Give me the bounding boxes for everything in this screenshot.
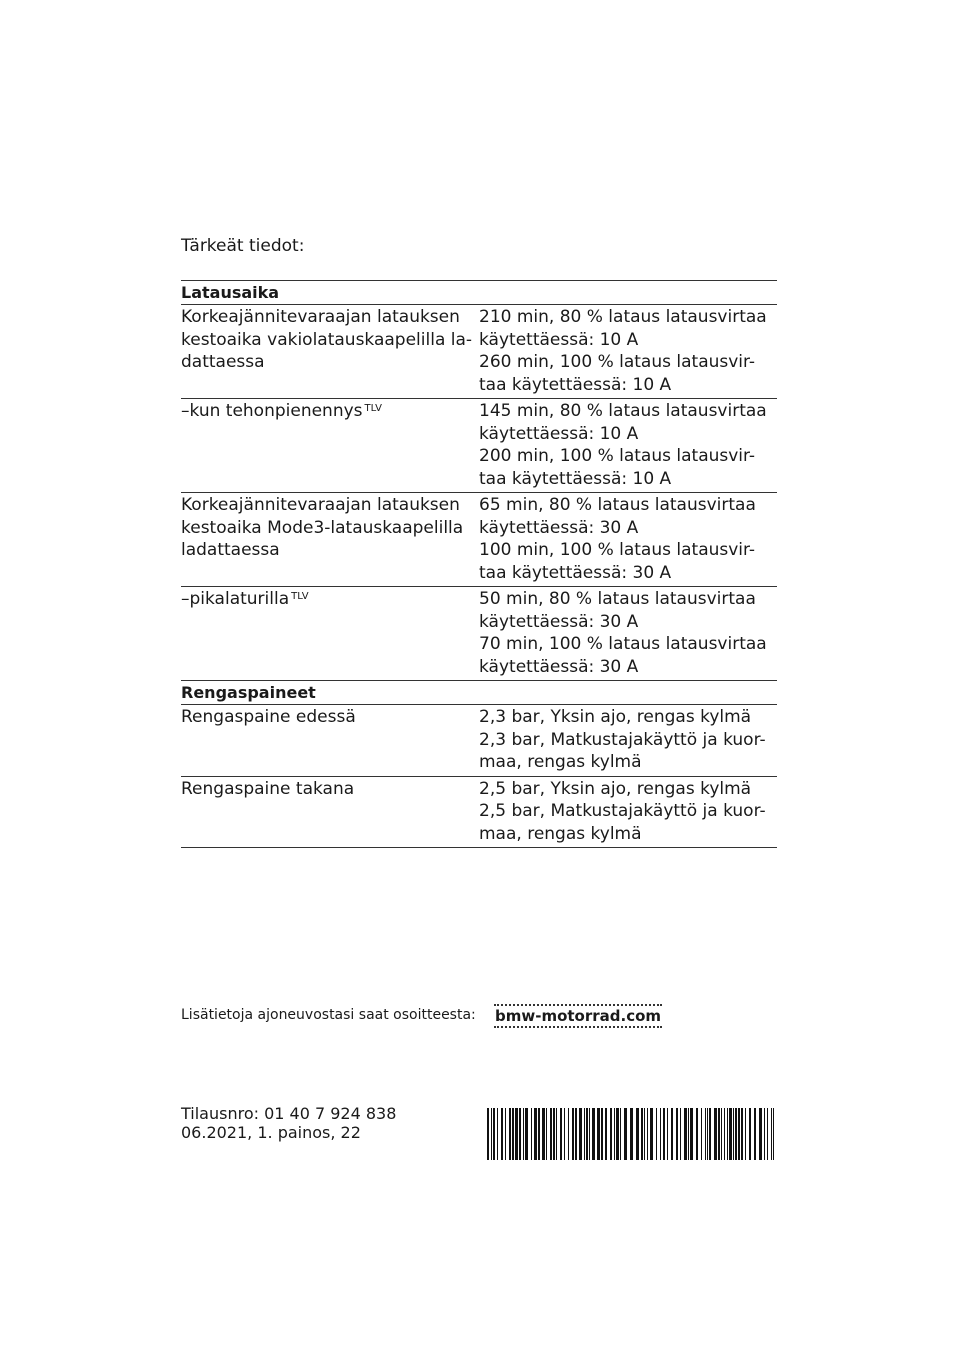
row-label: –kun tehonpienennys $^{TLV}$ (181, 401, 382, 421)
value-line: 200 min, 100 % lataus latausvir- (479, 446, 756, 466)
barcode-bar (601, 1108, 603, 1160)
barcode-bar (690, 1108, 693, 1160)
barcode-bar (729, 1108, 732, 1160)
barcode-bar (721, 1108, 722, 1160)
barcode-bar (509, 1108, 511, 1160)
barcode-bar (560, 1108, 562, 1160)
barcode-bar (680, 1108, 681, 1160)
row-label: Rengaspaine takana (181, 778, 355, 799)
website-link[interactable]: bmw-motorrad.com (494, 1004, 662, 1028)
row-value (479, 778, 777, 846)
row-value (479, 588, 777, 678)
table-row (181, 398, 777, 492)
barcode-bar (519, 1108, 521, 1160)
section-title: Rengaspaineet (181, 680, 777, 704)
table-row (181, 304, 777, 398)
table-row (181, 492, 777, 586)
barcode-bar (641, 1108, 643, 1160)
value-line: käytettäessä: 30 A (479, 656, 639, 677)
value-line: 50 min, 80 % lataus latausvirtaa (479, 589, 756, 609)
barcode-bar (550, 1108, 552, 1160)
value-line: 65 min, 80 % lataus latausvirtaa (479, 495, 756, 515)
barcode-bar (505, 1108, 506, 1160)
barcode-bar (575, 1108, 577, 1160)
barcode-bar (727, 1108, 728, 1160)
row-value (479, 400, 777, 490)
barcode-bar (684, 1108, 687, 1160)
barcode-bar (754, 1108, 756, 1160)
value-line: käytettäessä: 30 A (479, 611, 639, 632)
barcode-bar (667, 1108, 668, 1160)
barcode-bar (515, 1108, 518, 1160)
footnote-marker: TLV (364, 403, 382, 414)
barcode-bar (733, 1108, 734, 1160)
barcode-bar (688, 1108, 689, 1160)
barcode-bar (724, 1108, 725, 1160)
row-value (479, 494, 777, 584)
barcode-bar (709, 1108, 711, 1160)
barcode-bar (771, 1108, 772, 1160)
barcode-bar (644, 1108, 645, 1160)
value-line: maa, rengas kylmä (479, 823, 642, 844)
barcode-bar (696, 1108, 698, 1160)
barcode-bar (610, 1108, 612, 1160)
table-row (181, 586, 777, 680)
barcode-bar (749, 1108, 751, 1160)
barcode-bar (705, 1108, 706, 1160)
value-line: käytettäessä: 30 A (479, 517, 639, 538)
value-line: 2,3 bar, Yksin ajo, rengas kylmä (479, 707, 752, 727)
barcode-bar (542, 1108, 545, 1160)
barcode-bar (650, 1108, 653, 1160)
barcode-bar (676, 1108, 678, 1160)
barcode-bar (620, 1108, 621, 1160)
specs-table (181, 280, 777, 848)
barcode-bar (707, 1108, 708, 1160)
value-line: 210 min, 80 % lataus latausvirtaa (479, 307, 767, 327)
order-number: Tilausnro: 01 40 7 924 838 (181, 1104, 397, 1123)
barcode-bar (534, 1108, 537, 1160)
barcode-bar (616, 1108, 619, 1160)
value-line: 2,5 bar, Yksin ajo, rengas kylmä (479, 778, 752, 799)
value-line: 100 min, 100 % lataus latausvir- (479, 540, 756, 560)
value-line: 2,5 bar, Matkustajakäyttö ja kuor- (479, 801, 766, 821)
value-line: taa käytettäessä: 10 A (479, 468, 672, 489)
barcode-bar (605, 1108, 607, 1160)
page-heading: Tärkeät tiedot: (181, 236, 305, 256)
barcode-bar (767, 1108, 768, 1160)
barcode-bar (663, 1108, 665, 1160)
barcode-bar (584, 1108, 585, 1160)
barcode-bar (523, 1108, 524, 1160)
barcode-bar (487, 1108, 489, 1160)
barcode-bar (647, 1108, 648, 1160)
order-info (181, 1104, 396, 1142)
barcode-bar (671, 1108, 673, 1160)
value-line: 260 min, 100 % lataus latausvir- (479, 352, 756, 372)
row-label: Rengaspaine edessä (181, 707, 356, 727)
barcode-bar (759, 1108, 762, 1160)
barcode-bar (491, 1108, 492, 1160)
barcode-bar (614, 1108, 615, 1160)
row-label: –pikalaturilla $^{TLV}$ (181, 589, 309, 609)
barcode-bar (592, 1108, 595, 1160)
barcode-bar (630, 1108, 633, 1160)
footnote-marker: TLV (291, 591, 309, 602)
barcode-bar (773, 1108, 774, 1160)
barcode-bar (624, 1108, 627, 1160)
barcode-bar (735, 1108, 737, 1160)
barcode-bar (701, 1108, 702, 1160)
value-line: taa käytettäessä: 30 A (479, 562, 672, 583)
value-line: 2,3 bar, Matkustajakäyttö ja kuor- (479, 729, 766, 750)
barcode-bar (597, 1108, 600, 1160)
barcode-bar (497, 1108, 498, 1160)
barcode-bar (738, 1108, 740, 1160)
barcode-bar (636, 1108, 639, 1160)
barcode-bar (493, 1108, 495, 1160)
barcode-bar (531, 1108, 532, 1160)
barcode-image (487, 1108, 777, 1160)
barcode-bar (572, 1108, 574, 1160)
value-line: käytettäessä: 10 A (479, 423, 639, 444)
edition-info: 06.2021, 1. painos, 22 (181, 1123, 361, 1142)
section-title: Latausaika (181, 280, 777, 304)
barcode-bar (741, 1108, 743, 1160)
barcode-bar (564, 1108, 565, 1160)
table-row (181, 704, 777, 776)
barcode-bar (556, 1108, 557, 1160)
barcode-bar (586, 1108, 588, 1160)
value-line: taa käytettäessä: 10 A (479, 374, 672, 395)
more-info-text: Lisätietoja ajoneuvostasi saat osoitteesta: (181, 1007, 476, 1023)
value-line: maa, rengas kylmä (479, 752, 642, 772)
barcode-bar (656, 1108, 657, 1160)
table-row (181, 776, 777, 848)
barcode-bar (718, 1108, 720, 1160)
row-label: Korkeajännitevaraajan latauksen kestoaika vakiolatauskaapelilla la-dattaessa (181, 307, 473, 372)
barcode-bar (553, 1108, 555, 1160)
barcode-bar (714, 1108, 717, 1160)
row-value (479, 706, 777, 774)
row-label: Korkeajännitevaraajan latauksen kestoaika Mode3-latauskaapelilla ladattaessa (181, 495, 464, 560)
value-line: 145 min, 80 % lataus latausvirtaa (479, 401, 767, 421)
value-line: 70 min, 100 % lataus latausvirtaa (479, 634, 767, 654)
barcode-bar (764, 1108, 765, 1160)
barcode-bar (512, 1108, 514, 1160)
barcode-bar (538, 1108, 540, 1160)
barcode-bar (660, 1108, 661, 1160)
barcode-bar (525, 1108, 528, 1160)
row-value (479, 306, 777, 396)
barcode-bar (546, 1108, 547, 1160)
barcode-bar (579, 1108, 582, 1160)
value-line: käytettäessä: 10 A (479, 329, 639, 350)
barcode-bar (589, 1108, 590, 1160)
barcode-bar (745, 1108, 746, 1160)
barcode-bar (568, 1108, 569, 1160)
barcode-bar (501, 1108, 503, 1160)
